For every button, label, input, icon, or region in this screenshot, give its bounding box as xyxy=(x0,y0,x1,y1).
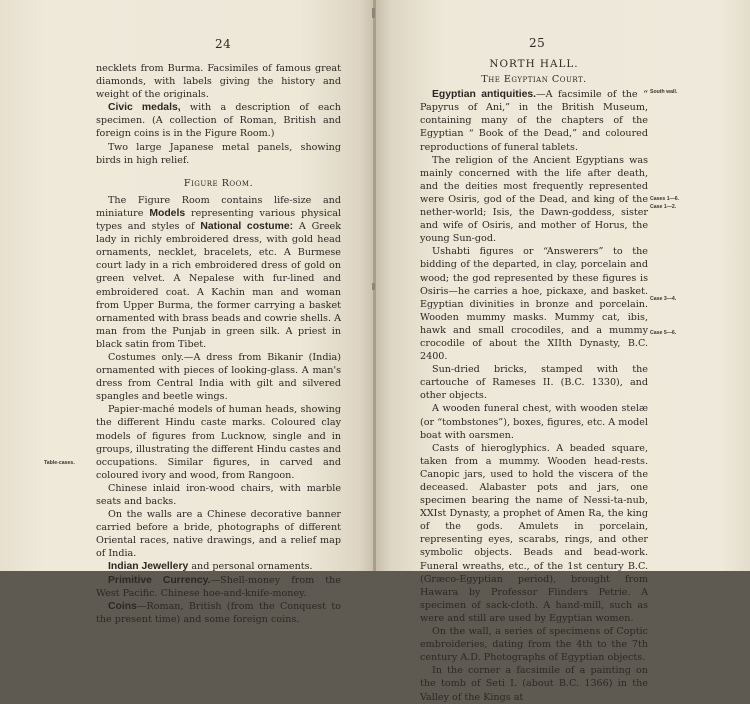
paragraph xyxy=(96,194,341,351)
paragraph: Chinese inlaid iron-wood chairs, with marble seats and backs. xyxy=(96,482,341,507)
margin-note: Cases 1—6. xyxy=(650,196,680,202)
paragraph: Sun-dried bricks, stamped with the cartouche of Rameses II. (B.C. 1330), and other objects. xyxy=(420,364,648,402)
left-page xyxy=(0,0,374,625)
paragraph: The religion of the Ancient Egyptians was mainly concerned with the life after death, and the deities most frequently represented were Osiris, god of the Dead, and king of the nether-world; Isis, the Dawn-goddess, sister and wife of Osiris, and mother of Horus, the young Sun-god. xyxy=(420,154,648,245)
right-page xyxy=(376,0,750,703)
binding-staple xyxy=(372,8,375,18)
paragraph xyxy=(96,600,341,626)
paragraph: On the wall, a series of specimens of Coptic embroideries, dating from the 4th to the 7th century A.D. Photographs of Egyptian objects. xyxy=(420,626,648,664)
paragraph: Costumes only.—A dress from Bikanir (India) ornamented with pieces of looking-glass. A man's dress from Central India with gilt and silvered spangles and beetle wings. xyxy=(96,351,341,403)
paragraph xyxy=(420,88,648,153)
paragraph: necklets from Burma. Facsimiles of famous great diamonds, with labels giving the history and weight of the originals. xyxy=(96,63,341,101)
paragraph xyxy=(96,560,341,573)
bold-term: National costume: xyxy=(200,221,294,233)
paragraph-text: representing various physical types and styles of xyxy=(96,207,341,233)
paragraph-text: —A facsimile of the “ Papyrus of Ani,” in the British Museum, containing many of the chapters of the Egyptian “ Book of the Dead,” and coloured reproductions of funeral tablets. xyxy=(420,89,648,153)
margin-note: Table-cases. xyxy=(44,460,75,466)
paragraph-text: A Greek lady in richly embroidered dress, with gold head ornaments, necklet, bracelets, etc. A Burmese court lady in a rich embroidered dress of gold on green velvet. A Nepalese with fur-lined and embroidered coat. A Kachin man and woman from Upper Burma, the former carrying a basket ornamented with brass beads and cowrie shells. A man from the Punjab in green silk. A priest in black satin from Tibet. xyxy=(96,221,342,350)
margin-note: Case 5—6. xyxy=(650,330,677,336)
bold-term: Coins xyxy=(108,600,137,612)
bold-term: Civic medals, xyxy=(108,102,181,114)
paragraph: Casts of hieroglyphics. A beaded square, taken from a mummy. Wooden head-rests. Canopic jars, used to hold the viscera of the deceased. Alabaster pots and jars, one specimen bearing the name of Nessi-ta-nub, XXIst Dynasty, a prophet of Amen Ra, the king of the gods. Amulets in porcelain, representing eyes, scarabs, rings, and other symbolic objects. Beads and bead-work. Funeral wreaths, etc., of the 1st century B.C. (Græco-Egyptian period), brought from Hawara by Professor Flinders Petrie. A specimen of sack-cloth. A hand-mill, such as were and still are used by Egyptian women. xyxy=(420,442,648,624)
paragraph: Ushabti figures or “Answerers” to the bidding of the departed, in clay, porcelain and wood; the god represented by these figures is Osiris—he carries a hoe, pickaxe, and basket. Egyptian divinities in bronze and porcelain. Wooden mummy masks. Mummy cat, ibis, hawk and small crocodiles, and a mummy crocodile of about the XIIth Dynasty, B.C. 2400. xyxy=(420,246,648,363)
binding-staple xyxy=(372,283,375,290)
bold-term: Egyptian antiquities. xyxy=(432,89,537,101)
left-page-text xyxy=(96,62,341,626)
hall-heading: NORTH HALL. xyxy=(489,58,579,70)
paragraph-text: —Shell-money from the West Pacific. Chinese hoe-and-knife-money. xyxy=(96,574,342,599)
margin-note: South wall. xyxy=(650,89,678,95)
section-heading: Figure Room. xyxy=(183,177,254,189)
paragraph-text: The Figure Room contains life-size and miniature xyxy=(96,194,341,219)
right-page-text xyxy=(420,56,648,704)
paragraph: On the walls are a Chinese decorative banner carried before a bride, photographs of different Oriental races, native drawings, and a relief map of India. xyxy=(96,509,341,560)
paragraph: In the corner a facsimile of a painting on the tomb of Seti I. (about B.C. 1366) in the Valley of the Kings at xyxy=(420,665,648,703)
paragraph: Two large Japanese metal panels, showing birds in high relief. xyxy=(96,141,341,166)
paragraph xyxy=(96,101,341,140)
margin-note: Case 3—4. xyxy=(650,296,677,302)
paragraph-text: and personal ornaments. xyxy=(188,561,313,573)
paragraph: A wooden funeral chest, with wooden stelæ (or “tombstones”), boxes, figures, etc. A model boat with oarsmen. xyxy=(420,403,648,441)
bold-term: Models xyxy=(149,207,186,219)
page-number: 24 xyxy=(215,37,232,51)
margin-note: Case 1—2. xyxy=(650,204,677,210)
bold-term: Indian Jewellery xyxy=(108,561,189,573)
bold-term: Primitive Currency. xyxy=(108,574,211,586)
section-heading: The Egyptian Court. xyxy=(481,74,587,86)
paragraph-text: with a description of each specimen. (A collection of Roman, British and foreign coins is in the Figure Room.) xyxy=(96,102,341,140)
page-number: 25 xyxy=(529,36,546,50)
paragraph: Papier-maché models of human heads, showing the different Hindu caste marks. Coloured clay models of figures from Lucknow, single and in groups, illustrating the different Hindu castes and occupations. Similar figures, in carved and coloured ivory and wood, from Rangoon. xyxy=(96,404,341,481)
paragraph-text: —Roman, British (from the Conquest to the present time) and some foreign coins. xyxy=(96,600,341,625)
paragraph xyxy=(96,574,341,600)
